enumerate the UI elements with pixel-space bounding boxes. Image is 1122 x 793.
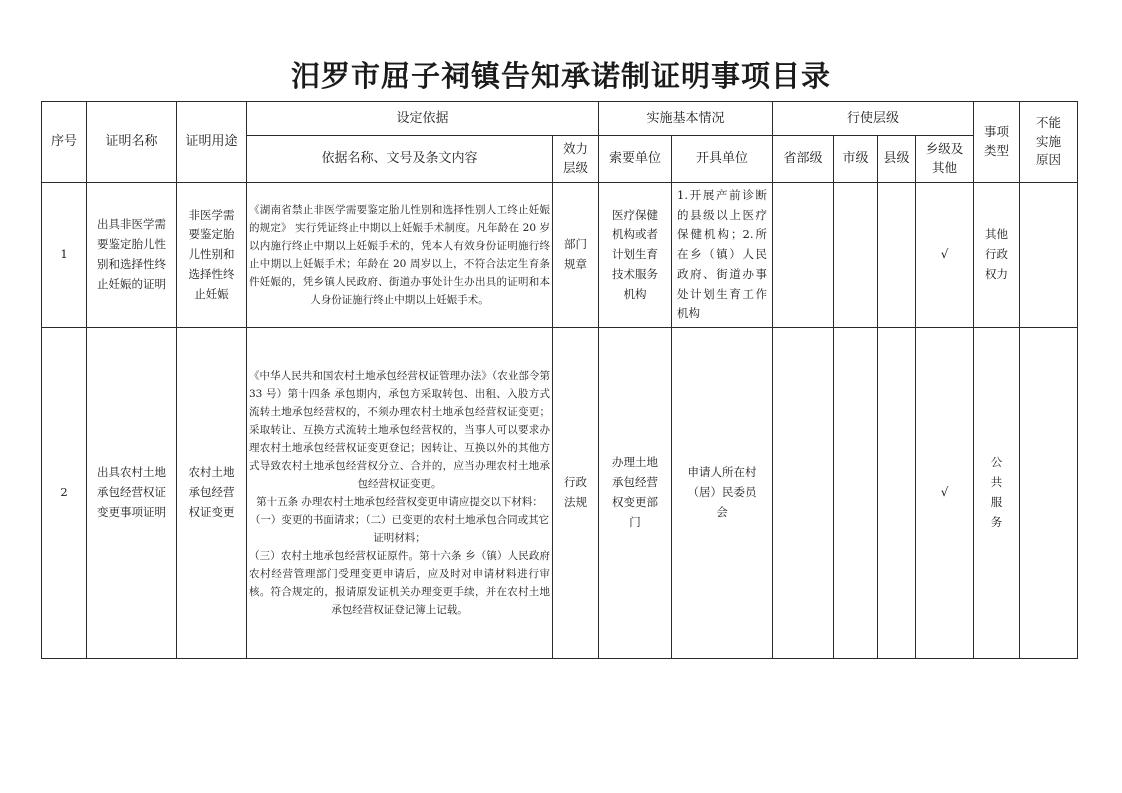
row1-township-check: √ xyxy=(916,183,974,328)
table-row xyxy=(42,183,1078,328)
row2-ministry xyxy=(773,328,834,659)
row2-basis-p2: 第十五条 办理农村土地承包经营权变更申请应提交以下材料： xyxy=(256,496,543,508)
header-effect-level xyxy=(553,136,599,183)
row1-noimpl xyxy=(1020,183,1078,328)
header-county: 县级 xyxy=(878,136,916,183)
row2-cert-use: 农村土地承包经营权证变更 xyxy=(177,328,247,659)
header-noimpl xyxy=(1020,102,1078,183)
row1-request-unit: 医疗保健机构或者计划生育技术服务机构 xyxy=(599,183,672,328)
header-effect-line1: 效力 xyxy=(563,141,589,157)
row2-basis-p3: （一）变更的书面请求；（二）已变更的农村土地承包合同或其它证明材料； xyxy=(249,514,550,545)
header-township-line1: 乡级及 xyxy=(925,141,964,157)
header-exercise-group: 行使层级 xyxy=(773,102,974,136)
row1-basis-text: 《湖南省禁止非医学需要鉴定胎儿性别和选择性别人工终止妊娠的规定》 实行凭证终止中期以上妊娠手术制度。凡年龄在 20 岁以内施行终止中期以上妊娠手术的，凭本人有效身份证明施行终止中期以上妊娠手术；年龄在 20 周岁以上，不符合法定生育条件妊娠的，凭乡镇人民政府、街道办事处计生办出具的证明和本人身份证施行终止中期以上妊娠手术。 xyxy=(249,203,550,307)
row2-seq: 2 xyxy=(42,328,87,659)
row2-basis-p1: 《中华人民共和国农村土地承包经营权证管理办法》（农业部令第 33 号）第十四条 承包期内，承包方采取转包、出租、入股方式流转土地承包经营权的，不须办理农村土地承包经营权证变更；采取转让、互换方式流转土地承包经营权的，当事人可以要求办理农村土地承包经营权证变更登记；因转让、互换以外的其他方式导致农村土地承包经营权分立、合并的，应当办理农村土地承包经营权证变更。 xyxy=(249,369,550,490)
row1-type: 其他行政权力 xyxy=(974,183,1020,328)
row1-cert-use: 非医学需要鉴定胎儿性别和选择性终止妊娠 xyxy=(177,183,247,328)
catalog-table xyxy=(41,101,1078,659)
row2-city xyxy=(834,328,878,659)
header-basis-content: 依据名称、文号及条文内容 xyxy=(247,136,553,183)
header-request-unit: 索要单位 xyxy=(599,136,672,183)
header-issue-unit: 开具单位 xyxy=(672,136,773,183)
row2-basis xyxy=(247,328,553,659)
header-ministry: 省部级 xyxy=(773,136,834,183)
row1-seq: 1 xyxy=(42,183,87,328)
header-type-line1: 事项 xyxy=(984,124,1010,140)
row2-issue-unit: 申请人所在村（居）民委员会 xyxy=(672,328,773,659)
row1-county xyxy=(878,183,916,328)
header-cert-use: 证明用途 xyxy=(177,102,247,183)
header-cert-name: 证明名称 xyxy=(87,102,177,183)
table-row xyxy=(42,328,1078,659)
header-noimpl-line2: 实施 xyxy=(1036,133,1062,149)
header-township-line2: 其他 xyxy=(932,160,958,175)
row1-basis xyxy=(247,183,553,328)
row1-cert-name: 出具非医学需要鉴定胎儿性别和选择性终止妊娠的证明 xyxy=(87,183,177,328)
row1-city xyxy=(834,183,878,328)
header-basis-group: 设定依据 xyxy=(247,102,599,136)
row2-effect-level: 行政法规 xyxy=(553,328,599,659)
header-seq: 序号 xyxy=(42,102,87,183)
header-noimpl-line1: 不能 xyxy=(1036,114,1062,130)
row2-cert-name: 出具农村土地承包经营权证变更事项证明 xyxy=(87,328,177,659)
row2-type: 公共服务 xyxy=(974,328,1020,659)
row2-request-unit: 办理土地承包经营权变更部门 xyxy=(599,328,672,659)
header-type xyxy=(974,102,1020,183)
row1-effect-level: 部门规章 xyxy=(553,183,599,328)
page-title: 汨罗市屈子祠镇告知承诺制证明事项目录 xyxy=(290,59,831,93)
header-township xyxy=(916,136,974,183)
row2-township-check: √ xyxy=(916,328,974,659)
header-impl-group: 实施基本情况 xyxy=(599,102,773,136)
header-type-line2: 类型 xyxy=(984,143,1010,158)
header-noimpl-line3: 原因 xyxy=(1036,152,1062,168)
row2-basis-p4: （三）农村土地承包经营权证原件。第十六条 乡（镇）人民政府农村经营管理部门受理变更申请后，应及时对申请材料进行审核。符合规定的，报请原发证机关办理变更手续，并在农村土地承包经营权证登记簿上记载。 xyxy=(249,550,550,617)
header-effect-line2: 层级 xyxy=(563,160,589,175)
row1-ministry xyxy=(773,183,834,328)
header-row-1 xyxy=(42,102,1078,136)
row1-issue-unit: 1.开展产前诊断的县级以上医疗保健机构；2.所在乡（镇）人民政府、街道办事处计划生育工作机构 xyxy=(672,183,773,328)
row2-county xyxy=(878,328,916,659)
header-city: 市级 xyxy=(834,136,878,183)
row2-noimpl xyxy=(1020,328,1078,659)
